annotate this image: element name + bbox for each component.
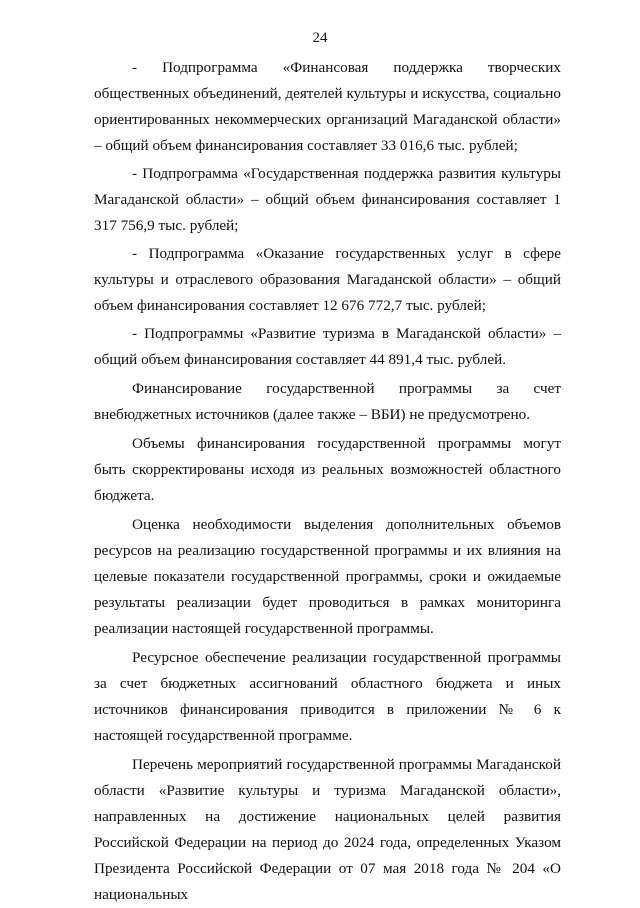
paragraph-subprogram-culture-development: - Подпрограмма «Государственная поддержка развития культуры Магаданской области» – общий объем финансирования составляет 1 317 756,9 тыс. рублей;: [94, 165, 561, 234]
paragraph-resource-provision: Ресурсное обеспечение реализации государственной программы за счет бюджетных ассигнований областного бюджета и иных источников финансирования приводится в приложении № 6 к настоящей государственной программе.: [94, 649, 561, 744]
paragraph-funding-adjustment: Объемы финансирования государственной программы могут быть скорректированы исходя из реальных возможностей областного бюджета.: [94, 435, 561, 504]
paragraph-extrabudgetary-funding: Финансирование государственной программы за счет внебюджетных источников (далее также – ВБИ) не предусмотрено.: [94, 380, 561, 423]
document-body: [94, 55, 561, 908]
paragraph-subprogram-state-services: - Подпрограмма «Оказание государственных услуг в сфере культуры и отраслевого образования Магаданской области» – общий объем финансирования составляет 12 676 772,7 тыс. рублей;: [94, 245, 561, 314]
paragraph-subprogram-creative-support: - Подпрограмма «Финансовая поддержка творческих общественных объединений, деятелей культуры и искусства, социально ориентированных некоммерческих организаций Магаданской области» – общий объем финансирования составляет 33 016,6 тыс. рублей;: [94, 59, 561, 154]
paragraph-resource-assessment: Оценка необходимости выделения дополнительных объемов ресурсов на реализацию государственной программы и их влияния на целевые показатели государственной программы, сроки и ожидаемые результаты реализации будет проводиться в рамках мониторинга реализации настоящей государственной программы.: [94, 516, 561, 637]
paragraph-subprogram-tourism: - Подпрограммы «Развитие туризма в Магаданской области» – общий объем финансирования составляет 44 891,4 тыс. рублей.: [94, 325, 561, 368]
page-number: 24: [312, 30, 328, 46]
paragraph-measures-list: Перечень мероприятий государственной программы Магаданской области «Развитие культуры и туризма Магаданской области», направленных на достижение национальных целей развития Российской Федерации на период до 2024 года, определенных Указом Президента Российской Федерации от 07 мая 2018 года № 204 «О национальных: [94, 756, 561, 903]
